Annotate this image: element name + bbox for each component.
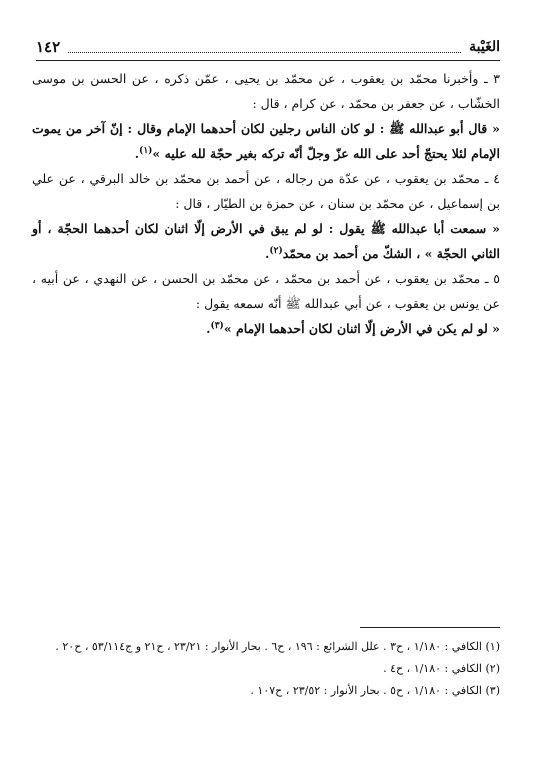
footnote-ref: (٢) bbox=[269, 245, 283, 256]
footnotes bbox=[36, 636, 500, 702]
footnote: (١) الكافي : ١/١٨٠ ، ح٣ . علل الشرائع : ١٩٦ ، ح٦ . بحار الأنوار : ٢٣/٢١ ، ح٢١ و ج٥٣/١١٤ ، ح٢٠ . bbox=[55, 640, 500, 653]
hadith-quote: « سمعت أبا عبدالله ﷺ يقول : لو لم يبق في الأرض إلّا اثنان لكان أحدهما الحجّة ، أو الثاني الحجّة » ، الشكّ من أحمد بن محمّد bbox=[32, 221, 500, 261]
hadith-text bbox=[32, 316, 500, 341]
running-header bbox=[36, 36, 500, 58]
main-text bbox=[32, 66, 500, 341]
header-dot-leader bbox=[68, 42, 461, 53]
hadith-text bbox=[32, 216, 500, 266]
hadith-tail: . bbox=[206, 321, 211, 336]
footnote-separator bbox=[360, 627, 500, 628]
hadith-quote: « قال أبو عبدالله ﷺ : لو كان الناس رجلين لكان أحدهما الإمام وقال : إنّ آخر من يموت الإمام لئلا يحتجّ أحد على الله عزّ وجلّ أنّه تركه بغير حجّة لله عليه » bbox=[32, 121, 500, 161]
hadith-text bbox=[32, 116, 500, 166]
hadith-chain: ٥ ـ محمّد بن يعقوب ، عن أحمد بن محمّد ، عن محمّد بن الحسن ، عن النهدي ، عن أبيه ، عن يونس بن يعقوب ، عن أبي عبدالله ﷺ أنّه سمعه يقول : bbox=[32, 271, 500, 311]
book-title: الغَيْبة bbox=[469, 39, 500, 55]
page-number: ١٤٢ bbox=[36, 38, 61, 56]
footnote-ref: (٣) bbox=[210, 320, 224, 331]
hadith-chain: ٤ ـ محمّد بن يعقوب ، عن عدّة من رجاله ، عن أحمد بن محمّد بن خالد البرقي ، عن علي بن إسماعيل ، عن محمّد بن سنان ، عن حمزة بن الطيّار ، قال : bbox=[32, 171, 500, 211]
footnote: (٣) الكافي : ١/١٨٠ ، ح٥ . بحار الأنوار : ٢٣/٥٢ ، ح١٠٧ . bbox=[250, 684, 500, 697]
hadith-tail: . bbox=[134, 146, 140, 161]
footnote: (٢) الكافي : ١/١٨٠ ، ح٤ . bbox=[383, 662, 500, 675]
footnote-ref: (١) bbox=[139, 145, 153, 156]
hadith-chain: ٣ ـ وأخبرنا محمّد بن يعقوب ، عن محمّد بن يحيى ، عمّن ذكره ، عن الحسن بن موسى الخشّاب ، عن جعفر بن محمّد ، عن كرام ، قال : bbox=[32, 71, 500, 111]
hadith-quote: « لو لم يكن في الأرض إلّا اثنان لكان أحدهما الإمام » bbox=[223, 321, 500, 336]
hadith-tail: . bbox=[265, 246, 270, 261]
header-rule bbox=[36, 60, 500, 61]
